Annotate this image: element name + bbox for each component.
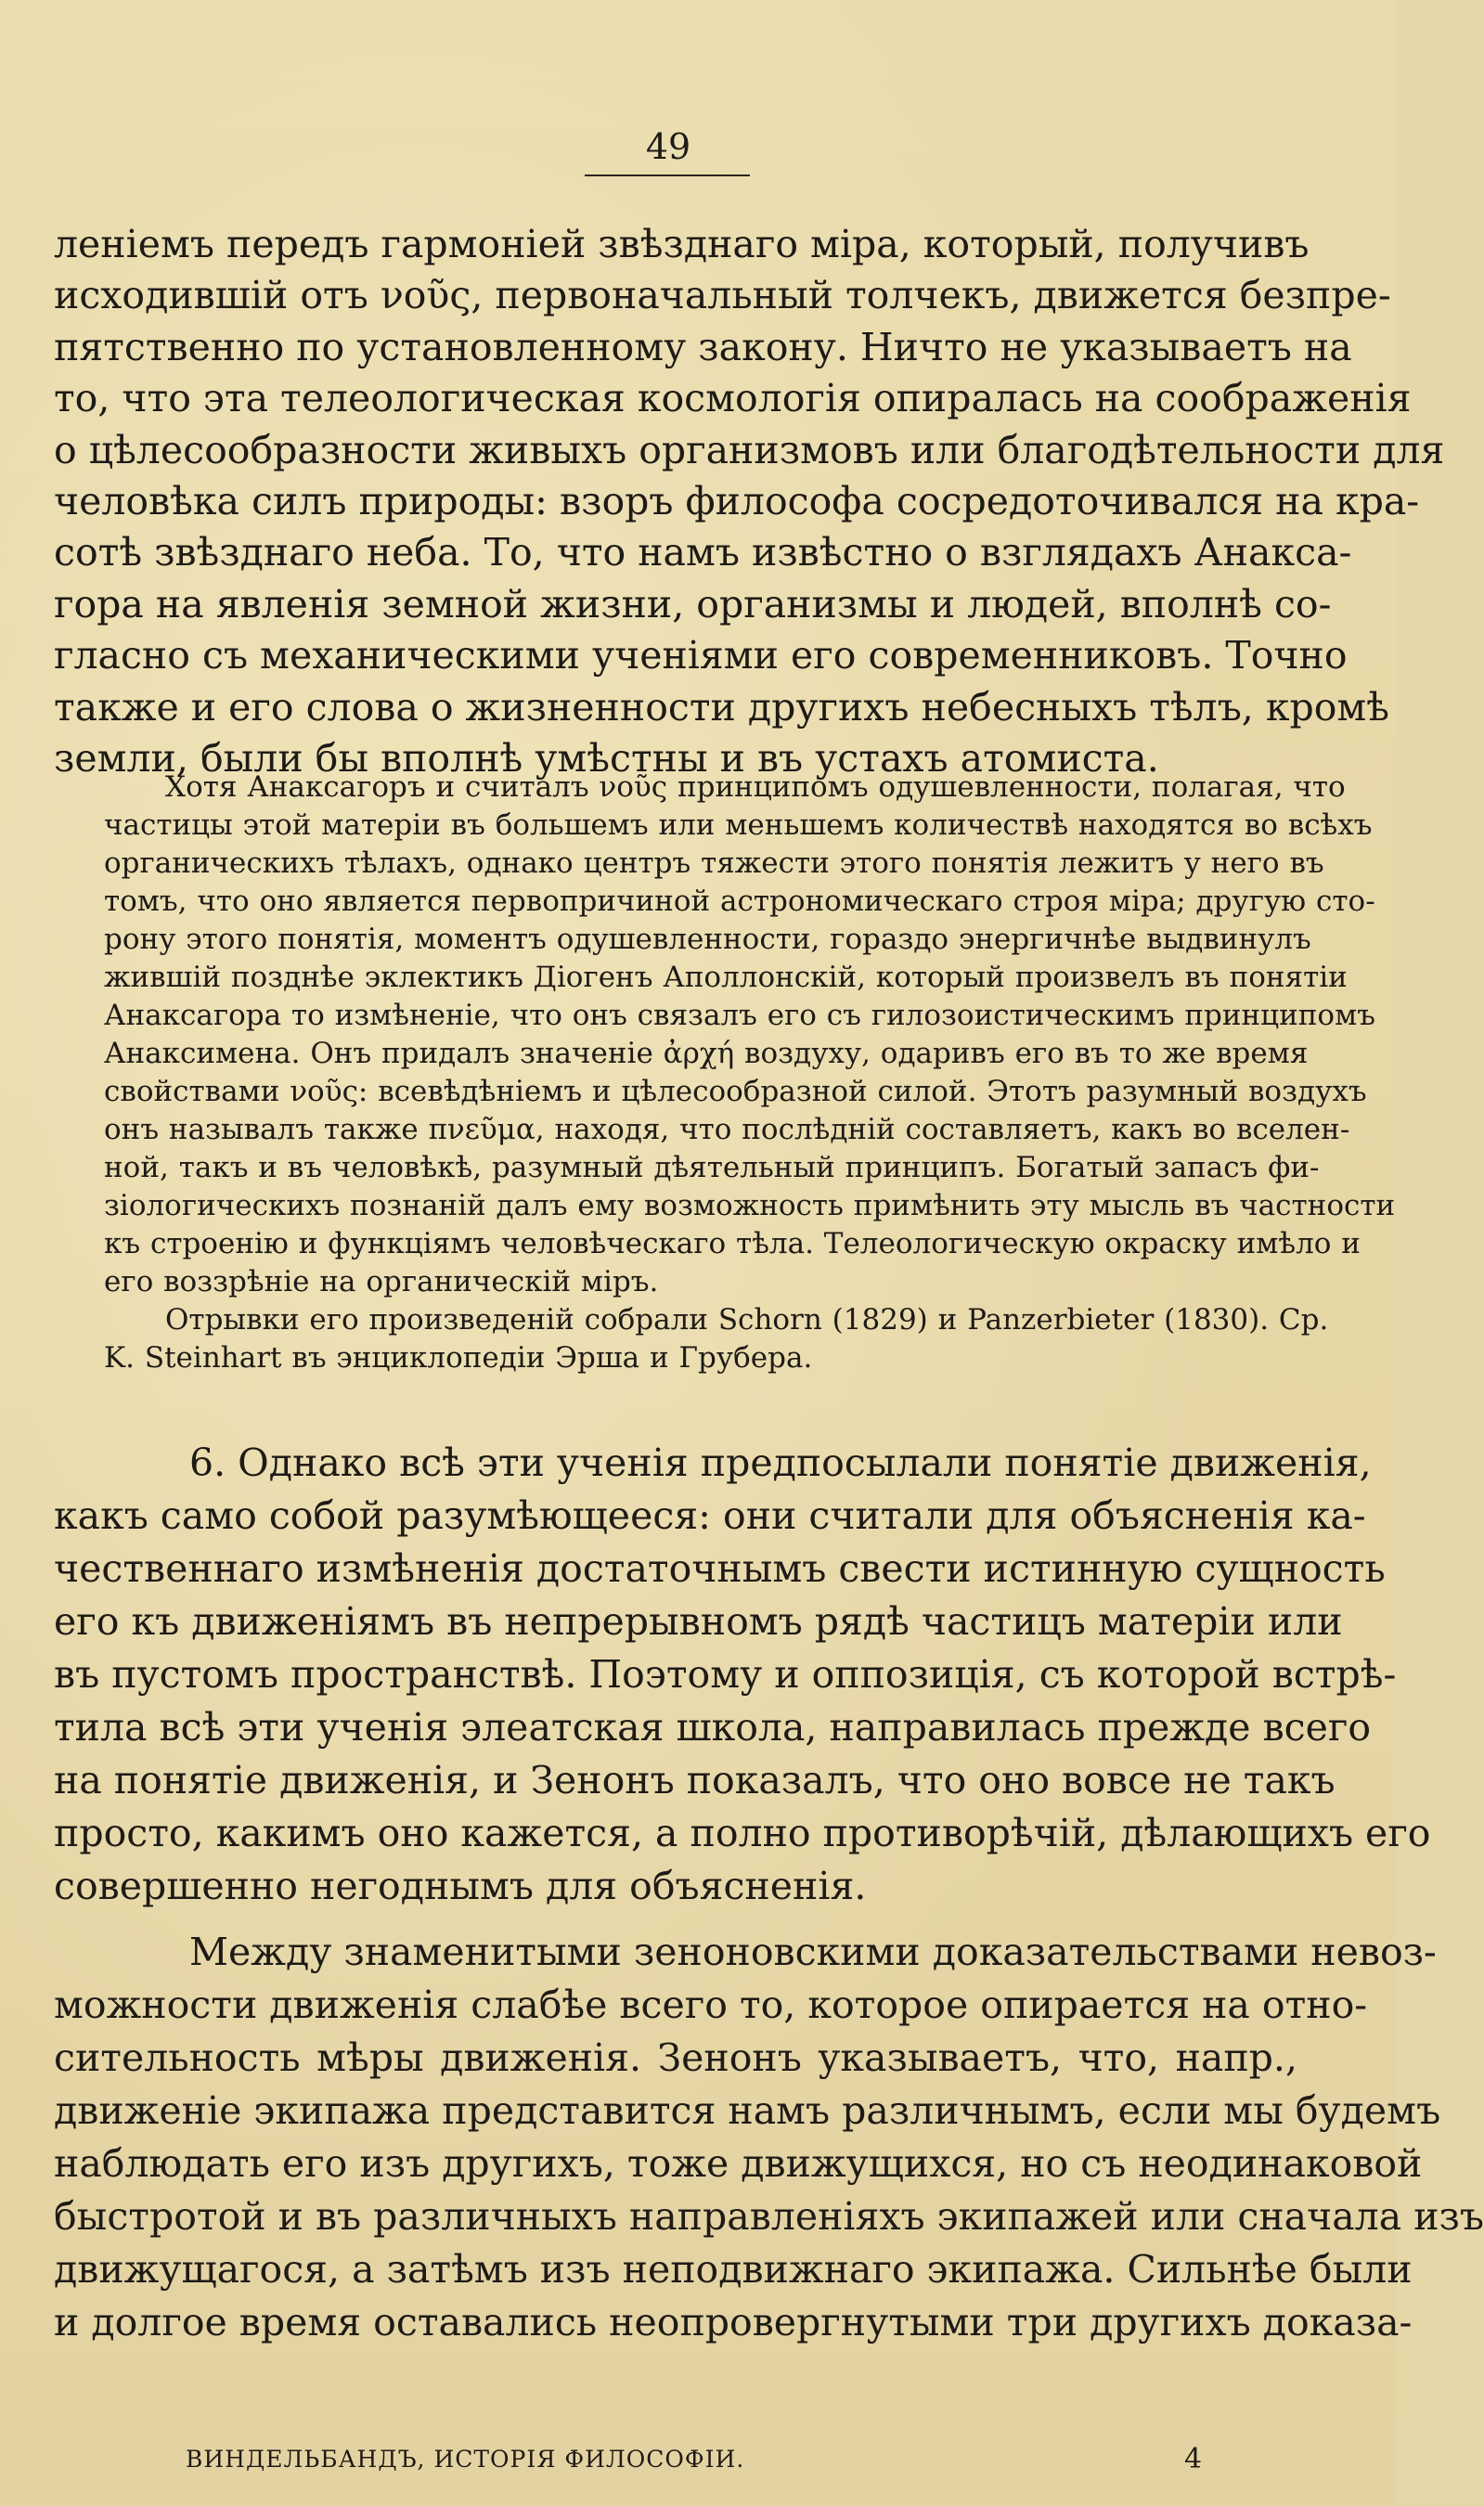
text-line: на понятiе движенiя, и Зенонъ показалъ, что оно вовсе не такъ [54,1758,1336,1802]
note-line: K. Steinhart въ энциклопедiи Эрша и Грубера. [104,1341,813,1375]
text-line: движущагося, а затѣмъ изъ неподвижнаго экипажа. Сильнѣе были [54,2247,1413,2292]
text-line: сительность мѣры движенiя. Зенонъ указываетъ, что, напр., [54,2035,1297,2080]
page-number: 49 [645,126,691,167]
note-line: свойствами νοῦς: всевѣдѣнiемъ и цѣлесообразной силой. Этотъ разумный воздухъ [104,1075,1367,1108]
note-line: къ строенiю и функцiямъ человѣческаго тѣла. Телеологическую окраску имѣло и [104,1227,1361,1260]
note-line: Хотя Анаксагоръ и считалъ νοῦς принципомъ одушевленности, полагая, что [165,770,1346,804]
text-line: земли, были бы вполнѣ умѣстны и въ устахъ атомиста. [54,735,1159,781]
note-line: Анаксагора то измѣненiе, что онъ связалъ его съ гилозоистическимъ принципомъ [104,999,1375,1032]
text-line: тила всѣ эти ученiя элеатская школа, направилась прежде всего [54,1705,1372,1750]
note-line: жившiй позднѣе эклектикъ Дiогенъ Аполлонскiй, который произвелъ въ понятiи [104,961,1348,994]
text-line: совершенно негоднымъ для объясненiя. [54,1864,867,1908]
sheet-number: 4 [1184,2443,1204,2475]
text-line: его къ движенiямъ въ непрерывномъ рядѣ частицъ матерiи или [54,1599,1343,1644]
note-line: ной, такъ и въ человѣкѣ, разумный дѣятельный принципъ. Богатый запасъ фи- [104,1151,1320,1184]
text-line: Между знаменитыми зеноновскими доказательствами невоз- [189,1930,1437,1974]
text-line: исходившiй отъ νοῦς, первоначальный толчекъ, движется безпре- [54,273,1391,318]
text-line: какъ само собой разумѣющееся: они считали для объясненiя ка- [54,1493,1366,1538]
note-line: рону этого понятiя, моментъ одушевленности, гораздо энергичнѣе выдвинулъ [104,923,1311,956]
text-line: и долгое время оставались неопровергнутыми три другихъ доказа- [54,2300,1413,2345]
note-line: органическихъ тѣлахъ, однако центръ тяжести этого понятiя лежитъ у него въ [104,846,1324,880]
text-line: быстротой и въ различныхъ направленiяхъ экипажей или сначала изъ [54,2194,1484,2239]
text-line: просто, какимъ оно кажется, а полно противорѣчiй, дѣлающихъ его [54,1811,1431,1855]
text-line: гласно съ механическими ученiями его современниковъ. Точно [54,633,1348,678]
text-line: ленiемъ передъ гармонiей звѣзднаго мiра, который, получивъ [54,222,1310,266]
text-line: чественнаго измѣненiя достаточнымъ свести истинную сущность [54,1546,1386,1591]
text-line: наблюдать его изъ другихъ, тоже движущихся, но съ неодинаковой [54,2141,1423,2186]
book-signature: ВИНДЕЛЬБАНДЪ, ИСТОРIЯ ФИЛОСОФIИ. [186,2446,745,2473]
text-line: 6. Однако всѣ эти ученiя предпосылали понятiе движенiя, [189,1440,1372,1485]
note-line: частицы этой матерiи въ большемъ или меньшемъ количествѣ находятся во всѣхъ [104,808,1373,842]
text-line: человѣка силъ природы: взоръ философа сосредоточивался на кра- [54,478,1420,523]
note-line: Отрывки его произведенiй собрали Schorn (1829) и Panzerbieter (1830). Ср. [165,1303,1329,1337]
text-line: въ пустомъ пространствѣ. Поэтому и оппозицiя, съ которой встрѣ- [54,1652,1397,1697]
text-line: гора на явленiя земной жизни, организмы и людей, вполнѣ со- [54,581,1332,626]
note-line: онъ называлъ также πνεῦμα, находя, что послѣднiй составляетъ, какъ во вселен- [104,1113,1350,1146]
paragraph-gap [54,1913,1297,1926]
main-text-continuation [54,219,1445,784]
text-line: о цѣлесообразности живыхъ организмовъ или благодѣтельности для [54,427,1445,472]
small-print-note [104,769,1396,1377]
text-line: можности движенiя слабѣе всего то, которое опирается на отно- [54,1983,1368,2027]
text-line: движенiе экипажа представится намъ различнымъ, если мы будемъ [54,2088,1441,2133]
text-line: пятственно по установленному закону. Ничто не указываетъ на [54,324,1352,369]
note-line: томъ, что оно является первопричиной астрономическаго строя мiра; другую сто- [104,885,1375,918]
note-line: зiологическихъ познанiй далъ ему возможность примѣнить эту мысль въ частности [104,1189,1396,1222]
text-line: также и его слова о жизненности другихъ небесныхъ тѣлъ, кромѣ [54,684,1390,730]
note-line: Анаксимена. Онъ придалъ значенiе ἀρχή воздуху, одаривъ его въ то же время [104,1037,1309,1070]
text-line: то, что эта телеологическая космологiя опиралась на соображенiя [54,376,1412,421]
text-line: сотѣ звѣзднаго неба. То, что намъ извѣстно о взглядахъ Анакса- [54,530,1352,575]
header-rule [585,174,750,176]
section-6-text [54,1437,1484,2349]
note-line: его воззрѣнiе на органическiй мiръ. [104,1265,659,1298]
